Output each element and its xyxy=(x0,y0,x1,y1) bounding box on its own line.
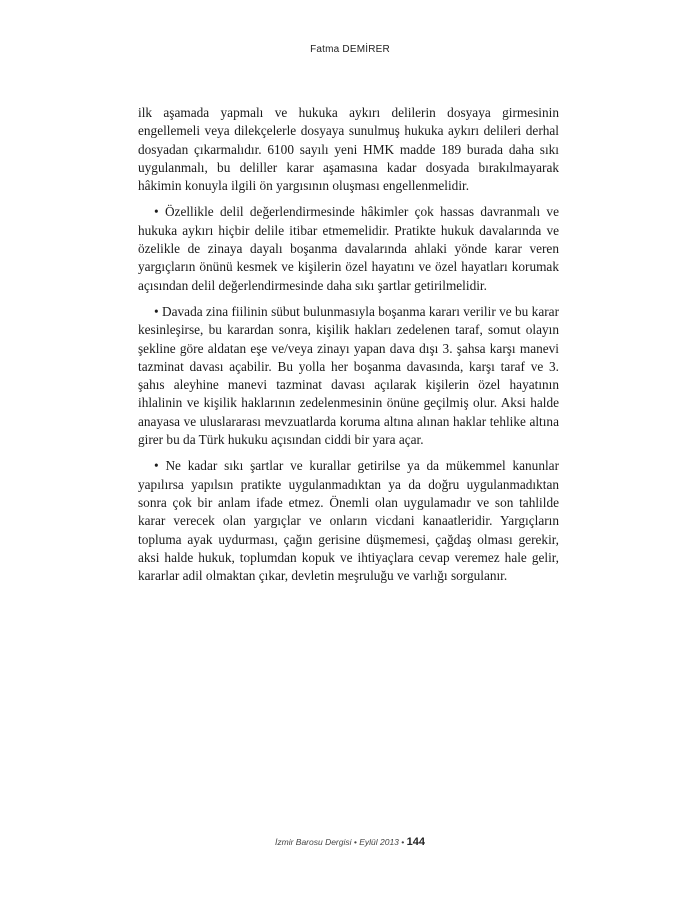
page-footer xyxy=(0,836,700,848)
article-body xyxy=(138,104,559,593)
paragraph-continuation: ilk aşamada yapmalı ve hukuka aykırı delilerin dosyaya girmesinin engellemeli veya dilekçelerle dosyaya sunulmuş hukuka aykırı delileri derhal dosyadan çıkarmalıdır. 6100 sayılı yeni HMK madde 189 burada daha sıkı uygulanmalı, bu deliller karar aşamasına kadar dosyada bırakılmayarak hâkimin konuyla ilgili ön yargısının oluşması engellenmelidir. xyxy=(138,105,559,194)
running-header xyxy=(0,44,700,55)
author-name: Fatma DEMİRER xyxy=(310,44,390,55)
paragraph-bullet-compensation: • Davada zina fiilinin sübut bulunmasıyla boşanma kararı verilir ve bu karar kesinleşirse, bu karardan sonra, kişilik hakları zedelenen taraf, somut olayın şekline göre aldatan eşe ve/veya zinayı yapan dava dışı 3. şahsa karşı manevi tazminat davası açabilir. Bu yolla her boşanma davasında, karşı taraf ve 3. şahıs aleyhine manevi tazminat davası açılarak kişilerin özel hayatının ihlalinin ve kişilik haklarının zedelenmesinin önüne geçilmiş olur. Aksi halde anayasa ve uluslararası mevzuatlarda koruma altına alınan haklar tehlike altına girer bu da Türk hukuku açısından ciddi bir yara açar. xyxy=(138,303,559,448)
paragraph-bullet-evidence: • Özellikle delil değerlendirmesinde hâkimler çok hassas davranmalı ve hukuka aykırı hiçbir delile itibar etmemelidir. Pratikte hukuk davalarında ve özelikle de zinaya dayalı boşanma davalarında ahlaki yönde karar veren yargıçların önünü kesmek ve kişilerin özel hayatını ve özel hayatları korumak açısından delil değerlendirmesinde daha sıkı şartlar getirilmelidir. xyxy=(138,204,559,293)
paragraph-bullet-practice: • Ne kadar sıkı şartlar ve kurallar getirilse ya da mükemmel kanunlar yapılırsa yapılsın pratikte uygulanmadıktan ya da doğru uygulanmadıktan sonra çok bir anlam ifade etmez. Önemli olan uygulamadır ve son tahlilde karar verecek olan yargıçlar ve onların vicdani kanaatleridir. Yargıçların topluma ayak uydurması, çağın gerisine düşmemesi, çağdaş olması gerekir, aksi halde hukuk, toplumdan kopuk ve ihtiyaçlara cevap veremez hale gelir, kararlar adil olmaktan çıkar, devletin meşruluğu ve varlığı sorgulanır. xyxy=(138,458,559,584)
journal-citation: İzmir Barosu Dergisi • Eylül 2013 • xyxy=(275,837,405,847)
page-number: 144 xyxy=(406,836,425,848)
